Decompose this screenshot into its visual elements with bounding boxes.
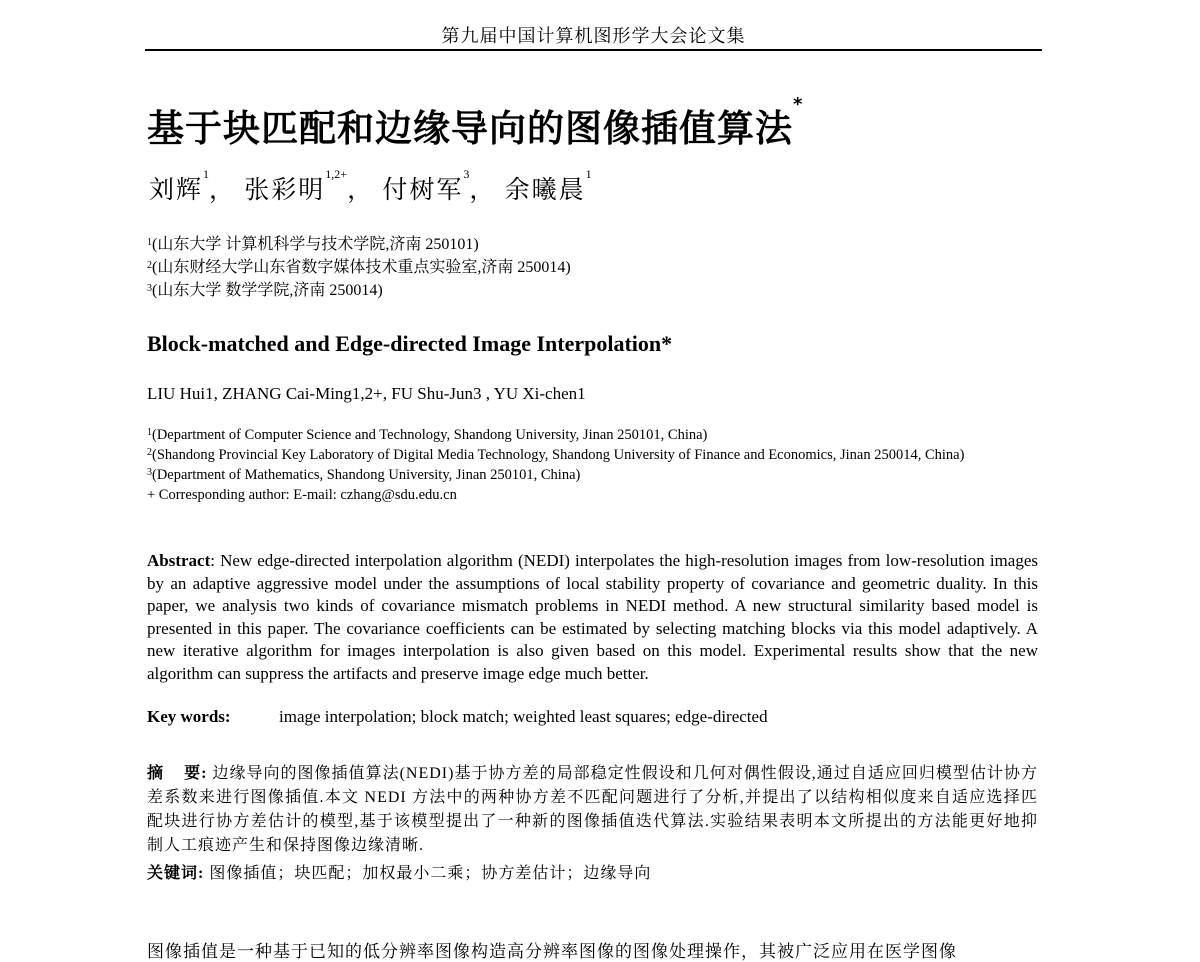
keywords-cn-text: 图像插值；块匹配；加权最小二乘；协方差估计；边缘导向 <box>209 865 652 882</box>
abstract-en <box>147 550 1038 685</box>
affiliations-en <box>147 425 1040 505</box>
title-cn-text: 基于块匹配和边缘导向的图像插值算法 <box>147 107 793 150</box>
abstract-cn-label: 摘 要: <box>147 765 208 782</box>
running-head: 第九届中国计算机图形学大会论文集 <box>441 26 746 46</box>
title-cn-mark: * <box>793 94 804 115</box>
header-rule <box>145 49 1042 51</box>
affiliation-cn: $^3$(山东大学 数学学院,济南 250014) <box>147 282 383 299</box>
author-cn: 张彩明$^{1,2+}$， <box>244 167 375 204</box>
keywords-en <box>147 707 768 727</box>
abstract-cn-text: 边缘导向的图像插值算法(NEDI)基于协方差的局部稳定性假设和几何对偶性假设,通过自适应回归模型估计协方差系数来进行图像插值.本文 NEDI 方法中的两种协方差不匹配问题进行了分析,并提出了以结构相似度来自适应选择匹配块进行协方差估计的模型,基于该模型提出了一种新的图像插值迭代算法.实验结果表明本文所提出的方法能更好地抑制人工痕迹产生和保持图像边缘清晰. <box>147 765 1038 854</box>
keywords-cn-label: 关键词: <box>147 865 205 882</box>
affiliation-cn: $^2$(山东财经大学山东省数字媒体技术重点实验室,济南 250014) <box>147 259 571 276</box>
keywords-en-text: image interpolation; block match; weighted least squares; edge-directed <box>279 707 768 726</box>
affiliation-cn: $^1$(山东大学 计算机科学与技术学院,济南 250101) <box>147 236 479 253</box>
keywords-cn <box>147 860 651 883</box>
authors-en: LIU Hui1, ZHANG Cai-Ming1,2+, FU Shu-Jun3 , YU Xi-chen1 <box>147 384 586 403</box>
corresponding-author: + Corresponding author: E-mail: czhang@sdu.edu.cn <box>147 487 457 503</box>
author-cn: 刘辉$^1$， <box>149 167 237 204</box>
affiliation-en: $^1$(Department of Computer Science and Technology, Shandong University, Jinan 250101, China) <box>147 427 708 443</box>
authors-cn <box>149 167 592 206</box>
body-first-line: 图像插值是一种基于已知的低分辨率图像构造高分辨率图像的图像处理操作，其被广泛应用在医学图像 <box>147 942 957 961</box>
author-cn: 余曦晨$^1$ <box>504 167 592 204</box>
abstract-en-text: : New edge-directed interpolation algorithm (NEDI) interpolates the high-resolution images from low-resolution images by an adaptive aggressive model under the assumptions of local stability property of covariance and geometric duality. In this paper, we analysis two kinds of covariance mismatch problems in NEDI method. A new structural similarity based model is presented in this paper. The covariance coefficients can be estimated by selecting matching blocks via this model adaptively. A new iterative algorithm for images interpolation is also given based on this model. Experimental results show that the new algorithm can suppress the artifacts and preserve image edge much better. <box>147 551 1038 683</box>
abstract-en-label: Abstract <box>147 551 211 570</box>
paper-title-cn <box>147 94 804 152</box>
keywords-en-label: Key words: <box>147 707 231 726</box>
affiliations-cn <box>147 233 571 302</box>
abstract-cn <box>147 762 1038 858</box>
affiliation-en: $^3$(Department of Mathematics, Shandong University, Jinan 250101, China) <box>147 467 581 483</box>
author-cn: 付树军$^3$， <box>382 167 497 204</box>
paper-title-en: Block-matched and Edge-directed Image Interpolation* <box>147 331 673 356</box>
affiliation-en: $^2$(Shandong Provincial Key Laboratory of Digital Media Technology, Shandong University of Finance and Economics, Jinan 250014, China) <box>147 447 965 463</box>
